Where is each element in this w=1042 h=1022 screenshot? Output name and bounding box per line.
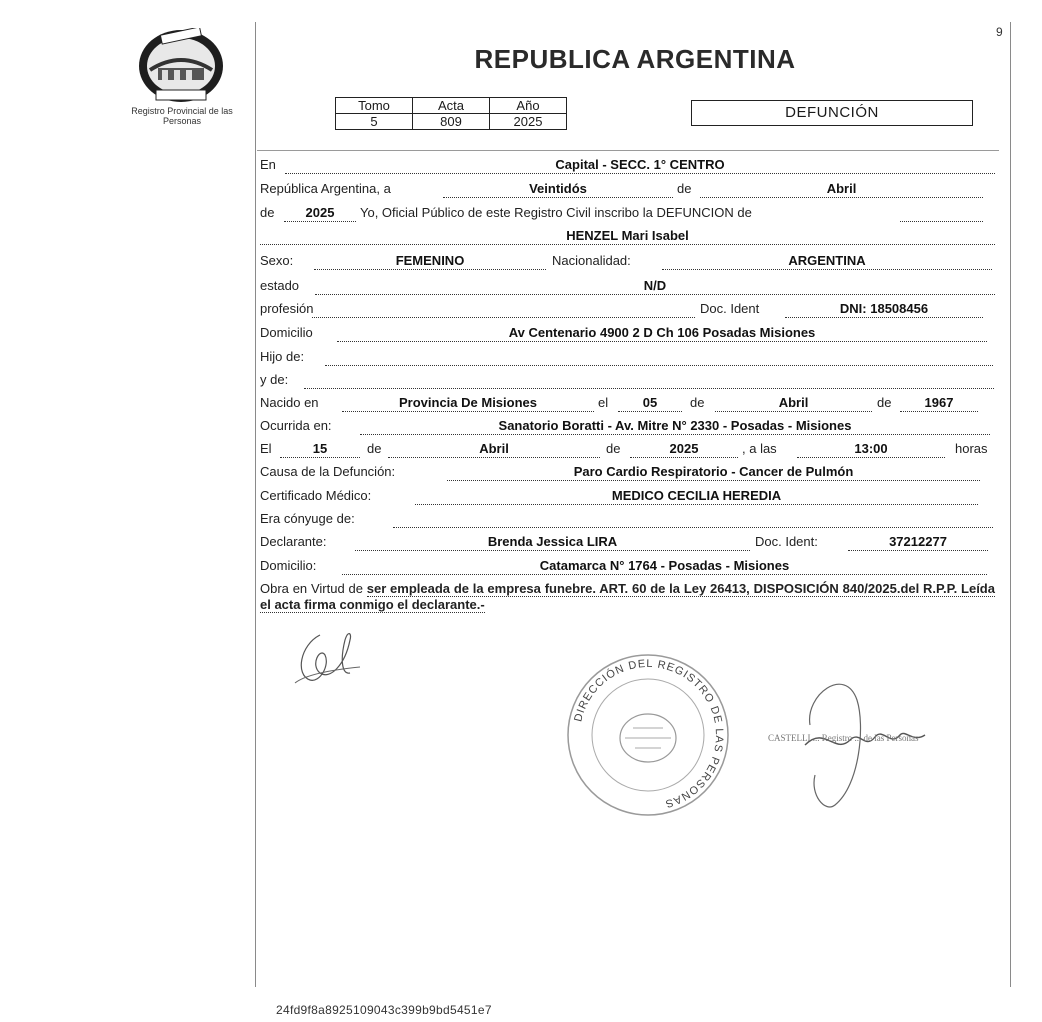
field-nacido-mes: Abril: [715, 394, 872, 412]
field-nacido-dia: 05: [618, 394, 682, 412]
label-doc-ident: Doc. Ident: [700, 301, 760, 316]
label-def-de-1: de: [367, 441, 382, 456]
label-hijo-de: Hijo de:: [260, 349, 305, 364]
field-certificado: MEDICO CECILIA HEREDIA: [415, 487, 978, 505]
register-header-tomo: Tomo: [336, 98, 413, 114]
label-domicilio-2: Domicilio:: [260, 558, 317, 573]
closing-paragraph: [260, 581, 995, 613]
header-separator: [257, 150, 999, 151]
register-header-anio: Año: [490, 98, 567, 114]
field-causa: Paro Cardio Respiratorio - Cancer de Pulmón: [447, 463, 980, 481]
label-oficial: Yo, Oficial Público de este Registro Civil inscribo la DEFUNCION de: [360, 205, 752, 220]
field-nombre: HENZEL Mari Isabel: [260, 227, 995, 245]
label-de-year: de: [260, 205, 275, 220]
field-anio: 2025: [284, 204, 356, 222]
label-ocurrida-en: Ocurrida en:: [260, 418, 332, 433]
label-def-de-2: de: [606, 441, 621, 456]
field-dia: Veintidós: [443, 180, 673, 198]
label-nacido-en: Nacido en: [260, 395, 319, 410]
field-declarante: Brenda Jessica LIRA: [355, 533, 750, 551]
field-profesion: [312, 300, 695, 318]
stamp-text: DIRECCIÓN DEL REGISTRO DE LAS PERSONAS: [572, 657, 726, 810]
document-title: REPUBLICA ARGENTINA: [474, 44, 796, 74]
field-nacido-lugar: Provincia De Misiones: [342, 394, 594, 412]
label-conyuge: Era cónyuge de:: [260, 511, 355, 526]
field-declarante-domicilio: Catamarca N° 1764 - Posadas - Misiones: [342, 557, 987, 575]
dotted-fill: [900, 204, 983, 222]
field-conyuge: [393, 510, 993, 528]
label-profesion: profesión: [260, 301, 314, 316]
field-mes: Abril: [700, 180, 983, 198]
right-margin-line: [1010, 22, 1011, 987]
label-estado: estado: [260, 278, 300, 293]
label-de: de: [677, 181, 692, 196]
field-defuncion-hora: 13:00: [797, 440, 945, 458]
field-domicilio: Av Centenario 4900 2 D Ch 106 Posadas Misiones: [337, 324, 987, 342]
label-el: el: [598, 395, 609, 410]
field-lugar: Capital - SECC. 1° CENTRO: [285, 156, 995, 174]
label-causa: Causa de la Defunción:: [260, 464, 396, 479]
label-el-cap: El: [260, 441, 272, 456]
label-sexo: Sexo:: [260, 253, 294, 268]
left-margin-line: [255, 22, 256, 987]
label-horas: horas: [955, 441, 988, 456]
field-defuncion-anio: 2025: [630, 440, 738, 458]
label-en: En: [260, 157, 276, 172]
label-declarante: Declarante:: [260, 534, 327, 549]
page-number: 9: [996, 25, 1003, 39]
signature-stamp-text: CASTELLI ... Registro ... de las Personas: [768, 733, 919, 743]
register-value-acta: 809: [413, 114, 490, 130]
register-value-tomo: 5: [336, 114, 413, 130]
official-round-stamp: [563, 650, 733, 820]
label-y-de: y de:: [260, 372, 289, 387]
svg-text:DIRECCIÓN DEL REGISTRO DE LAS: [572, 658, 725, 810]
handwritten-signature-left: [290, 625, 370, 695]
label-certificado: Certificado Médico:: [260, 488, 372, 503]
field-y-de: [304, 371, 994, 389]
logo-caption: Registro Provincial de las Personas: [131, 106, 233, 126]
field-doc-ident: DNI: 18508456: [785, 300, 983, 318]
label-doc-ident-2: Doc. Ident:: [755, 534, 818, 549]
label-domicilio: Domicilio: [260, 325, 313, 340]
register-table: [335, 97, 567, 130]
register-header-acta: Acta: [413, 98, 490, 114]
field-hijo-de: [325, 348, 993, 366]
field-declarante-doc: 37212277: [848, 533, 988, 551]
label-a-las: , a las: [742, 441, 777, 456]
field-estado: N/D: [315, 277, 995, 295]
province-seal-logo: [136, 28, 226, 104]
closing-lead: Obra en Virtud de: [260, 581, 363, 596]
label-nacionalidad: Nacionalidad:: [552, 253, 631, 268]
field-defuncion-dia: 15: [280, 440, 360, 458]
field-ocurrida-en: Sanatorio Boratti - Av. Mitre N° 2330 - Posadas - Misiones: [360, 417, 990, 435]
field-sexo: FEMENINO: [314, 252, 546, 270]
label-republica: República Argentina, a: [260, 181, 391, 196]
document-hash: 24fd9f8a8925109043c399b9bd5451e7: [276, 1003, 492, 1017]
register-value-anio: 2025: [490, 114, 567, 130]
record-type-box: DEFUNCIÓN: [691, 100, 973, 126]
field-nacionalidad: ARGENTINA: [662, 252, 992, 270]
field-defuncion-mes: Abril: [388, 440, 600, 458]
handwritten-signature-right: [765, 665, 940, 815]
label-nacido-de-2: de: [877, 395, 892, 410]
label-nacido-de-1: de: [690, 395, 705, 410]
closing-text: ser empleada de la empresa funebre. ART. 60 de la Ley 26413, DISPOSICIÓN 840/2025.del R.P.P. Leída el acta firma conmigo el declarante.-: [260, 581, 995, 612]
field-nacido-anio: 1967: [900, 394, 978, 412]
